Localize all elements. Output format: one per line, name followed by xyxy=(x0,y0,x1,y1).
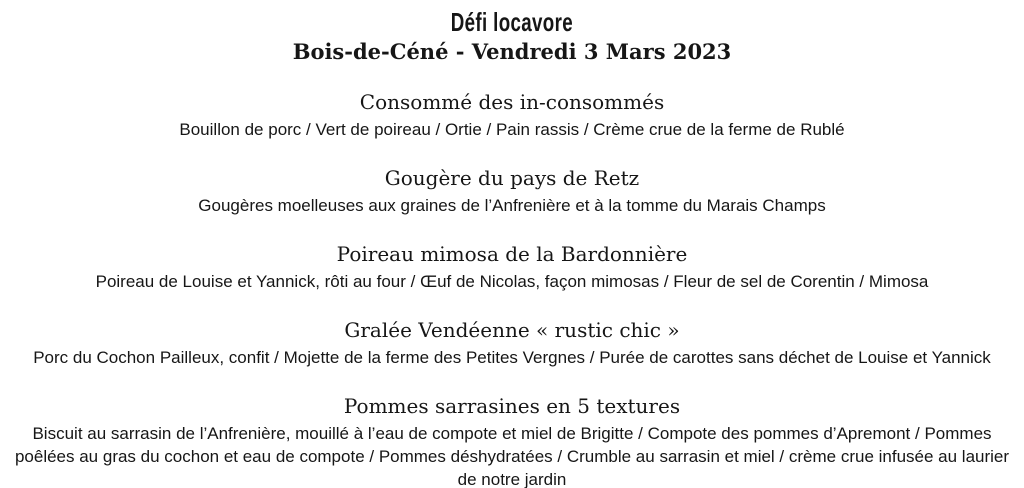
menu-subtitle: Bois-de-Céné - Vendredi 3 Mars 2023 xyxy=(292,39,732,64)
course-name: Pommes sarrasines en 5 textures xyxy=(343,394,681,418)
course-name: Gralée Vendéenne « rustic chic » xyxy=(344,318,680,342)
course-name: Gougère du pays de Retz xyxy=(384,166,640,190)
menu-header xyxy=(0,8,1024,65)
course xyxy=(8,241,1016,293)
course xyxy=(8,165,1016,217)
course-list xyxy=(0,89,1024,488)
course-description: Poireau de Louise et Yannick, rôti au four / Œuf de Nicolas, façon mimosas / Fleur de sel de Corentin / Mimosa xyxy=(95,272,929,291)
course-name: Poireau mimosa de la Bardonnière xyxy=(336,242,688,266)
course xyxy=(8,393,1016,488)
course xyxy=(8,89,1016,141)
course-name: Consommé des in-consommés xyxy=(359,90,665,114)
course-description: Gougères moelleuses aux graines de l’Anfrenière et à la tomme du Marais Champs xyxy=(198,196,826,215)
course-description: Biscuit au sarrasin de l’Anfrenière, mouillé à l’eau de compote et miel de Brigitte / Compote des pommes d’Apremont / Pommes poêlées au gras du cochon et eau de compote / Pommes déshydratées / Crumble au sarrasin et miel / crème crue infusée au laurier de notre jardin xyxy=(14,424,1010,488)
course xyxy=(8,317,1016,369)
menu-title xyxy=(0,8,1024,37)
course-description: Porc du Cochon Pailleux, confit / Mojette de la ferme des Petites Vergnes / Purée de carottes sans déchet de Louise et Yannick xyxy=(33,348,991,367)
course-description: Bouillon de porc / Vert de poireau / Ortie / Pain rassis / Crème crue de la ferme de Rublé xyxy=(179,120,845,139)
menu-title-text: Défi locavore xyxy=(450,7,574,37)
